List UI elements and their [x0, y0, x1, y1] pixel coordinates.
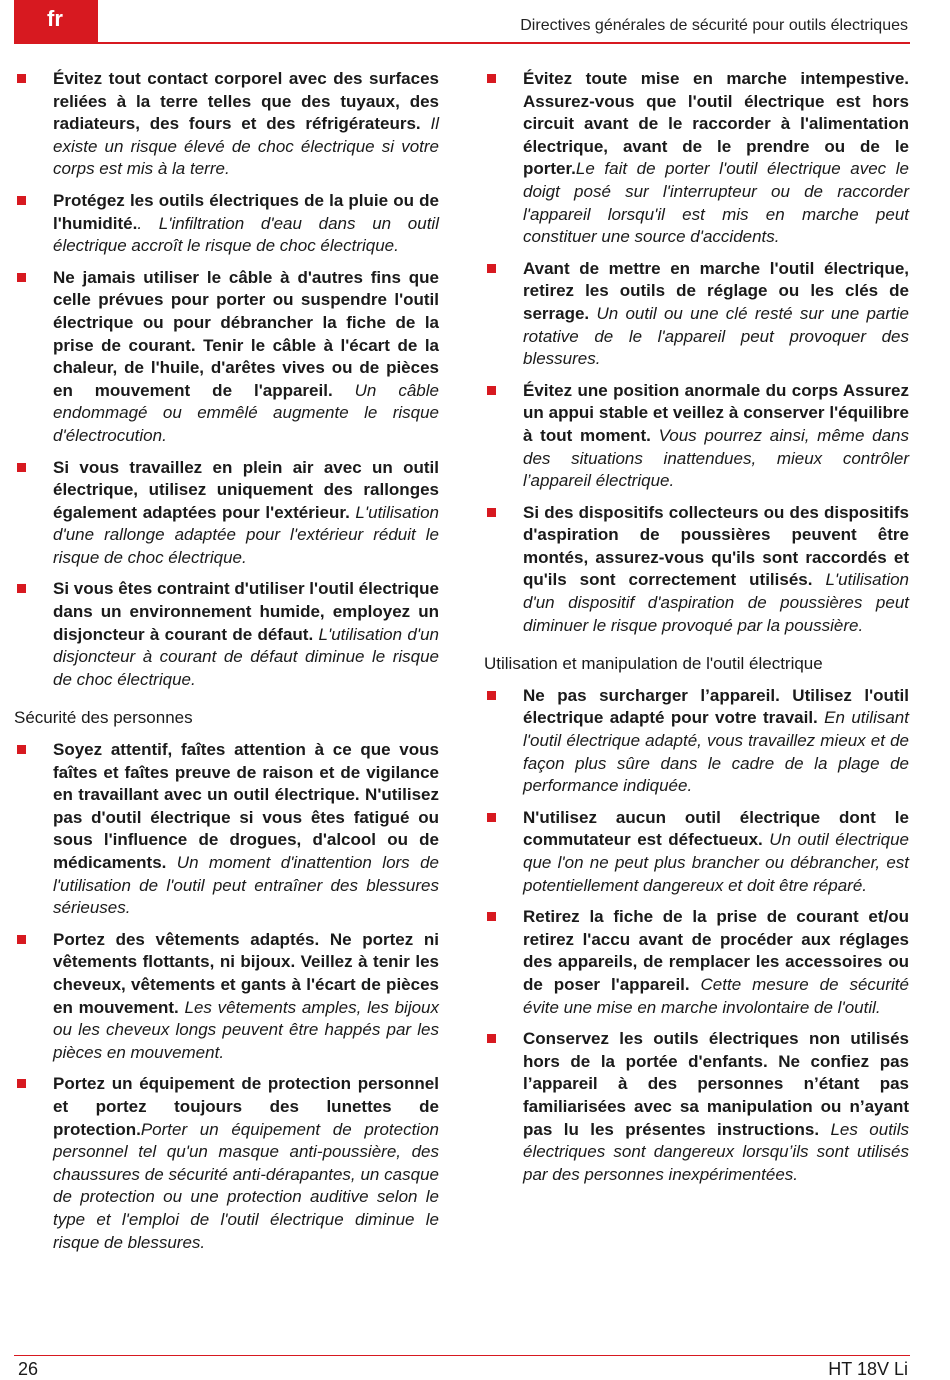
list-item	[14, 1073, 439, 1254]
left-list-2	[14, 739, 439, 1254]
explanation-text: En utilisant l'outil électrique adapté, vous travaillez mieux et de façon plus sûre dans le cadre de la plage de performance indiquée.	[523, 708, 909, 796]
explanation-text: Un outil ou une clé resté sur une partie rotative de le l'appareil peut provoquer des blessures.	[523, 303, 909, 369]
list-item	[484, 502, 909, 638]
list-item	[14, 68, 439, 181]
explanation-text: Vous pourrez ainsi, même dans des situations inattendues, mieux contrôler l’appareil électrique.	[523, 425, 909, 491]
list-item	[484, 685, 909, 798]
instruction-text: Ne pas surcharger l’appareil. Utilisez l'outil électrique adapté pour votre travail.	[523, 685, 909, 728]
left-list-1	[14, 68, 439, 691]
list-item	[484, 906, 909, 1019]
page-header-title: Directives générales de sécurité pour outils électriques	[520, 17, 908, 34]
explanation-text: L'utilisation d'un disjoncteur à courant de défaut diminue le risque de choc électrique.	[53, 624, 439, 689]
instruction-text: Si vous travaillez en plein air avec un outil électrique, utilisez uniquement des rallonges également adaptées pour l'extérieur.	[53, 457, 439, 522]
list-item	[484, 68, 909, 249]
product-name: HT 18V Li	[828, 1359, 908, 1379]
language-tab: fr	[14, 0, 98, 43]
list-item	[14, 267, 439, 448]
instruction-text: Retirez la fiche de la prise de courant et/ou retirez l'accu avant de procéder aux réglages des appareils, de remplacer les accessoires ou de poser l'appareil.	[523, 907, 909, 994]
explanation-text: Un moment d'inattention lors de l'utilisation de l'outil peut entraîner des blessures sérieuses.	[53, 853, 439, 918]
explanation-text: Les vêtements amples, les bijoux ou les cheveux longs peuvent être happés par les pièces en mouvement.	[53, 997, 440, 1062]
page-number: 26	[18, 1359, 39, 1379]
instruction-text: Si vous êtes contraint d'utiliser l'outil électrique dans un environnement humide, employez un disjoncteur à courant de défaut.	[53, 579, 439, 644]
explanation-text: L'utilisation d'une rallonge adaptée pour l'extérieur réduit le risque de choc électrique.	[53, 502, 439, 567]
list-item	[14, 190, 439, 258]
explanation-text: Un outil électrique que l'on ne peut plus brancher ou débrancher, est potentiellement dangereux et doit être réparé.	[523, 830, 909, 895]
explanation-text: . L'infiltration d'eau dans un outil électrique accroît le risque de choc électrique.	[53, 213, 439, 256]
list-item	[484, 380, 909, 493]
instruction-text: Avant de mettre en marche l'outil électrique, retirez les outils de réglage ou les clés de serrage.	[523, 258, 909, 323]
instruction-text: Ne jamais utiliser le câble à d'autres fins que celle prévues pour porter ou suspendre l'outil électrique ou pour débrancher la fiche de la prise de courant. Tenir le câble à l'écart de la chaleur, de l'huile, d'arêtes vives ou de pièces en mouvement de l'appareil.	[53, 267, 439, 400]
instruction-text: Protégez les outils électriques de la pluie ou de l'humidité.	[53, 190, 439, 233]
instruction-text: Conservez les outils électriques non utilisés hors de la portée d'enfants. Ne confiez pas l’appareil à des personnes n’étant pas familiarisées avec sa manipulation ou n’ayant pas lu les présentes instructions.	[523, 1029, 909, 1139]
instruction-text: Portez des vêtements adaptés. Ne portez ni vêtements flottants, ni bijoux. Veillez à tenir les cheveux, vêtements et gants à l'écart de pièces en mouvement.	[53, 929, 439, 1017]
explanation-text: L'utilisation d'un dispositif d'aspiration de poussières peut diminuer le risque provoqué par la poussière.	[523, 570, 910, 635]
explanation-text: Un câble endommagé ou emmêlé augmente le risque d'électrocution.	[53, 380, 439, 445]
right-list-1	[484, 68, 909, 637]
list-item	[14, 457, 439, 570]
list-item	[484, 807, 909, 897]
explanation-text: Il existe un risque élevé de choc électrique si votre corps est mis à la terre.	[53, 114, 439, 179]
list-item	[14, 578, 439, 691]
header-divider	[14, 42, 910, 44]
right-list-2	[484, 685, 909, 1186]
instruction-text: Évitez tout contact corporel avec des surfaces reliées à la terre telles que des tuyaux, des radiateurs, des fours et des réfrigérateurs.	[53, 69, 439, 134]
instruction-text: Évitez une position anormale du corps Assurez un appui stable et veillez à conserver l'équilibre à tout moment.	[523, 380, 909, 445]
instruction-text: Si des dispositifs collecteurs ou des dispositifs d'aspiration de poussières peuvent être montés, assurez-vous qu'ils sont raccordés et qu'ils sont correctement utilisés.	[523, 502, 909, 590]
footer-divider	[14, 1355, 910, 1356]
section-heading-tool-use: Utilisation et manipulation de l'outil électrique	[484, 654, 823, 674]
explanation-text: Porter un équipement de protection personnel tel qu'un masque anti-poussière, des chaussures de sécurité anti-dérapantes, un casque de protection ou une protection auditive selon le type et l'emploi de l'outil électrique diminue le risque de blessures.	[53, 1119, 439, 1252]
instruction-text: Soyez attentif, faîtes attention à ce que vous faîtes et faîtes preuve de raison et de vigilance en travaillant avec un outil électrique. N'utilisez pas d'outil électrique si vous êtes fatigué ou sous l'influence de drogues, d'alcool ou de médicaments.	[53, 740, 439, 872]
explanation-text: Cette mesure de sécurité évite une mise en marche involontaire de l'outil.	[523, 974, 909, 1017]
list-item	[484, 258, 909, 371]
left-column	[14, 68, 439, 1263]
right-column	[484, 68, 909, 1195]
explanation-text: Les outils électriques sont dangereux lorsqu’ils sont utilisés par des personnes inexpérimentées.	[523, 1119, 909, 1184]
instruction-text: N'utilisez aucun outil électrique dont le commutateur est défectueux.	[523, 807, 909, 850]
instruction-text: Portez un équipement de protection personnel et portez toujours des lunettes de protection.	[53, 1074, 439, 1139]
list-item	[484, 1028, 909, 1186]
instruction-text: Évitez toute mise en marche intempestive. Assurez-vous que l'outil électrique est hors circuit avant de le raccorder à l'alimentation électrique, avant de le prendre ou de le porter.	[523, 69, 909, 179]
explanation-text: Le fait de porter l'outil électrique avec le doigt posé sur l'interrupteur ou de raccorder l'appareil lorsqu'il est mis en marche peut constituer une source d'accidents.	[523, 159, 909, 247]
section-heading-personal-safety: Sécurité des personnes	[14, 708, 193, 728]
list-item	[14, 929, 439, 1065]
list-item	[14, 739, 439, 920]
